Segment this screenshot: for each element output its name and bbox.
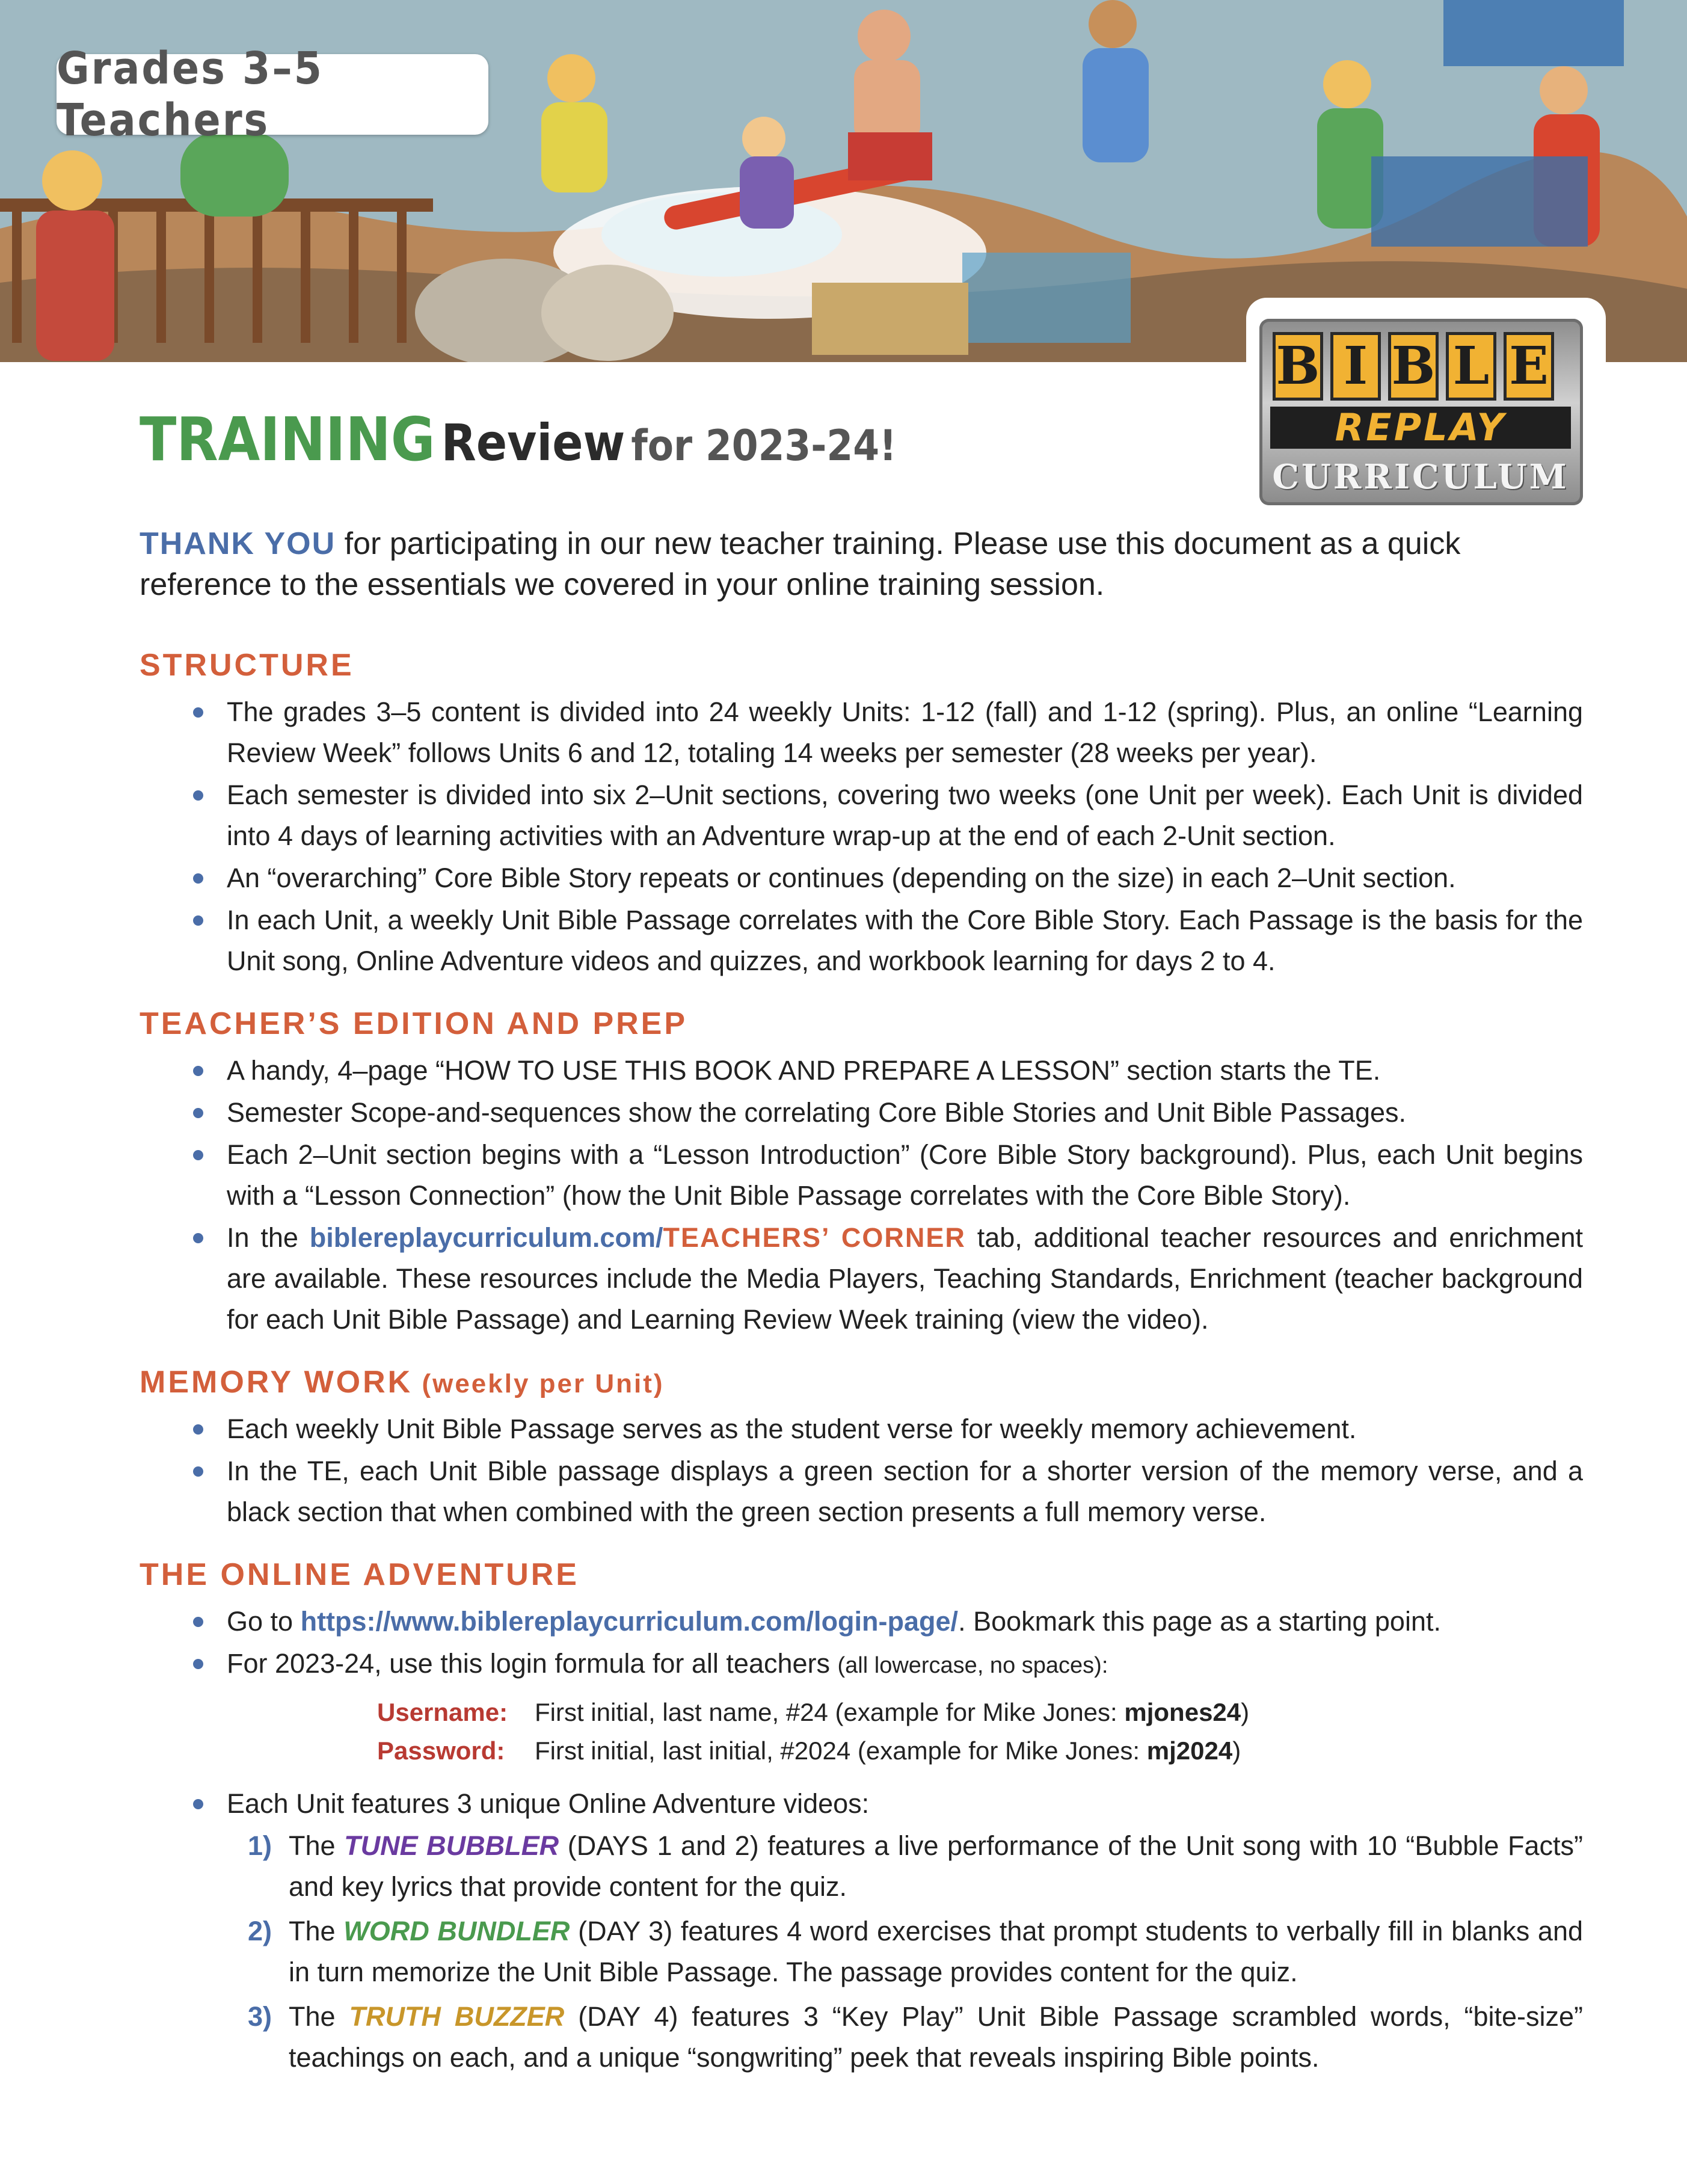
page-title [140, 404, 897, 475]
login-note: (all lowercase, no spaces): [837, 1653, 1108, 1678]
list-item [227, 1217, 1583, 1340]
tune-bubbler-name: TUNE BUBBLER [344, 1830, 559, 1861]
logo-letter: B [1273, 332, 1323, 401]
video-item-word-bundler [140, 1911, 1583, 1993]
video-item-truth-buzzer [140, 1996, 1583, 2078]
list-item: Each semester is divided into six 2–Unit sections, covering two weeks (one Unit per week). Each Unit is divided into 4 days of learning activities with an Adventure wrap-up at the end of each 2-Unit section. [227, 775, 1583, 857]
teachers-corner-link[interactable]: TEACHERS’ CORNER [663, 1222, 966, 1253]
logo-letter: L [1446, 332, 1496, 401]
username-description: First initial, last name, #24 (example for Mike Jones: mjones24) [535, 1698, 1250, 1726]
memory-work-list [140, 1409, 1583, 1533]
bible-replay-logo [1259, 319, 1583, 505]
grade-level-label: Grades 3–5 Teachers [57, 43, 324, 146]
intro-paragraph [140, 523, 1583, 605]
login-formula-box [377, 1693, 1583, 1770]
login-page-link[interactable]: https://www.biblereplaycurriculum.com/login-page/ [300, 1606, 959, 1637]
title-training: TRAINING [140, 404, 435, 475]
list-item: The grades 3–5 content is divided into 24 weekly Units: 1-12 (fall) and 1-12 (spring). Plus, an online “Learning Review Week” follows Units 6 and 12, totaling 14 weeks per semester (28 weeks per year). [227, 692, 1583, 774]
online-adventure-heading: THE ONLINE ADVENTURE [140, 1557, 579, 1592]
online-adventure-list [140, 1601, 1583, 1686]
video-item-tune-bubbler [140, 1826, 1583, 1907]
corner-suffix: tab, additional teacher resources and enrichment are available. These resources include the Media Players, Teaching Standards, Enrichment (teacher background for each Unit Bible Passage) and Learning Review Week training (view the video). [227, 1222, 1584, 1335]
video-text: (DAYS 1 and 2) features a live performance of the Unit song with 10 “Bubble Facts” and key lyrics that provide content for the quiz. [289, 1830, 1583, 1902]
password-description: First initial, last initial, #2024 (example for Mike Jones: mj2024) [535, 1736, 1241, 1765]
document-body [140, 523, 1583, 2082]
video-number: 1) [248, 1830, 272, 1861]
logo-letter: I [1330, 332, 1381, 401]
word-bundler-name: WORD BUNDLER [343, 1916, 570, 1946]
grade-level-tab [57, 43, 488, 146]
list-item [227, 1643, 1583, 1686]
teachers-edition-heading: TEACHER’S EDITION AND PREP [140, 1006, 688, 1041]
list-item: Each Unit features 3 unique Online Adventure videos: [227, 1783, 1583, 1824]
videos-intro-list [140, 1783, 1583, 1824]
password-text: First initial, last initial, #2024 (example for Mike Jones: [535, 1736, 1147, 1765]
list-item: An “overarching” Core Bible Story repeats or continues (depending on the size) in each 2–Unit section. [227, 858, 1583, 899]
list-item: A handy, 4–page “HOW TO USE THIS BOOK AND PREPARE A LESSON” section starts the TE. [227, 1050, 1583, 1091]
memory-work-heading [140, 1364, 1583, 1400]
password-example: mj2024 [1146, 1736, 1233, 1765]
logo-letters [1273, 332, 1554, 401]
username-text: First initial, last name, #24 (example for Mike Jones: [535, 1698, 1125, 1726]
username-label: Username: [377, 1698, 508, 1726]
username-example: mjones24 [1124, 1698, 1241, 1726]
list-item: Semester Scope-and-sequences show the correlating Core Bible Stories and Unit Bible Passages. [227, 1092, 1583, 1133]
video-pre: The [289, 1916, 344, 1946]
login-formula: For 2023-24, use this login formula for all teachers [227, 1648, 838, 1679]
goto-prefix: Go to [227, 1606, 301, 1637]
memory-work-subtitle: (weekly per Unit) [413, 1369, 665, 1398]
video-number: 2) [248, 1916, 272, 1946]
memory-work-title: MEMORY WORK [140, 1365, 413, 1400]
title-year: for 2023-24! [631, 421, 897, 470]
list-item: In each Unit, a weekly Unit Bible Passage correlates with the Core Bible Story. Each Passage is the basis for the Unit song, Online Adventure videos and quizzes, and workbook learning for days 2 to 4. [227, 900, 1583, 982]
truth-buzzer-name: TRUTH BUZZER [349, 2001, 565, 2032]
website-link[interactable]: biblereplaycurriculum.com/ [309, 1222, 663, 1253]
corner-prefix: In the [227, 1222, 310, 1253]
structure-heading: STRUCTURE [140, 648, 354, 683]
list-item: In the TE, each Unit Bible passage displays a green section for a shorter version of the memory verse, and a black section that when combined with the green section presents a full memory verse. [227, 1451, 1583, 1533]
logo-replay: REPLAY [1270, 407, 1571, 449]
video-pre: The [289, 1830, 345, 1861]
username-row [377, 1693, 1583, 1732]
teachers-edition-list [140, 1050, 1583, 1340]
video-number: 3) [248, 2001, 272, 2032]
video-text: (DAY 4) features 3 “Key Play” Unit Bible Passage scrambled words, “bite-size” teachings on each, and a unique “songwriting” peek that reveals inspiring Bible points. [289, 2001, 1584, 2073]
structure-list [140, 692, 1583, 982]
video-pre: The [289, 2001, 349, 2032]
list-item: Each weekly Unit Bible Passage serves as the student verse for weekly memory achievement. [227, 1409, 1583, 1450]
intro-highlight: THANK YOU [140, 526, 336, 561]
goto-suffix: . Bookmark this page as a starting point. [958, 1606, 1441, 1637]
intro-text: for participating in our new teacher training. Please use this document as a quick reference to the essentials we covered in your online training session. [140, 526, 1461, 602]
list-item [227, 1601, 1583, 1642]
logo-curriculum: CURRICULUM [1272, 457, 1569, 497]
title-review: Review [441, 413, 625, 472]
logo-letter: B [1388, 332, 1439, 401]
video-text: (DAY 3) features 4 word exercises that prompt students to verbally fill in blanks and in turn memorize the Unit Bible Passage. The passage provides content for the quiz. [289, 1916, 1583, 1987]
logo-letter: E [1504, 332, 1554, 401]
password-row [377, 1732, 1583, 1770]
password-label: Password: [377, 1736, 505, 1765]
list-item: Each 2–Unit section begins with a “Lesson Introduction” (Core Bible Story background). Plus, each Unit begins with a “Lesson Connection” (how the Unit Bible Passage correlates with the Core Bible Story). [227, 1134, 1583, 1216]
